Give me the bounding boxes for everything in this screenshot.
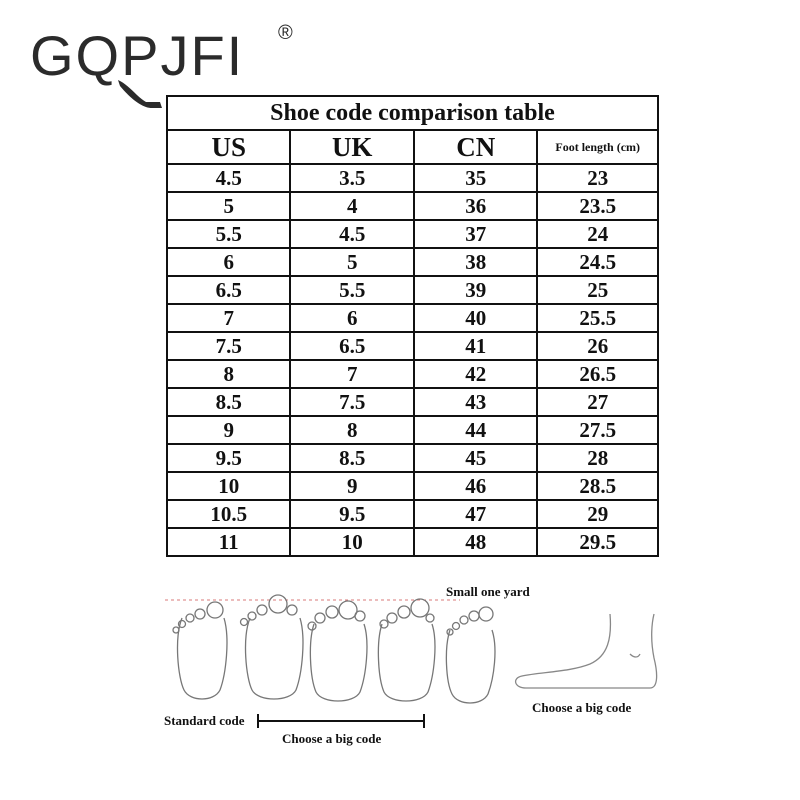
cell-cn: 36 xyxy=(414,192,538,220)
standard-code-label: Standard code xyxy=(164,713,245,728)
cell-cn: 48 xyxy=(414,528,538,556)
cell-us: 4.5 xyxy=(167,164,290,192)
cell-cn: 43 xyxy=(414,388,538,416)
cell-us: 11 xyxy=(167,528,290,556)
cell-uk: 8.5 xyxy=(290,444,414,472)
table-row xyxy=(167,164,658,192)
brand-logo xyxy=(30,22,300,102)
foot-outline xyxy=(308,601,367,701)
side-foot-outline xyxy=(516,614,657,688)
cell-foot-length: 25 xyxy=(537,276,658,304)
table-row xyxy=(167,388,658,416)
cell-uk: 6 xyxy=(290,304,414,332)
table-row xyxy=(167,500,658,528)
cell-foot-length: 23.5 xyxy=(537,192,658,220)
registered-mark: ® xyxy=(278,22,293,44)
foot-illustration xyxy=(160,578,680,758)
cell-us: 10 xyxy=(167,472,290,500)
small-one-yard-label: Small one yard xyxy=(446,584,530,599)
cell-us: 6.5 xyxy=(167,276,290,304)
foot-outline xyxy=(378,599,435,701)
cell-us: 7.5 xyxy=(167,332,290,360)
cell-uk: 4 xyxy=(290,192,414,220)
cell-cn: 42 xyxy=(414,360,538,388)
cell-us: 5 xyxy=(167,192,290,220)
cell-cn: 38 xyxy=(414,248,538,276)
cell-foot-length: 28 xyxy=(537,444,658,472)
header-foot-length: Foot length (cm) xyxy=(537,130,658,164)
cell-uk: 3.5 xyxy=(290,164,414,192)
cell-foot-length: 28.5 xyxy=(537,472,658,500)
cell-foot-length: 26 xyxy=(537,332,658,360)
cell-cn: 37 xyxy=(414,220,538,248)
cell-us: 7 xyxy=(167,304,290,332)
cell-us: 9 xyxy=(167,416,290,444)
cell-cn: 44 xyxy=(414,416,538,444)
cell-foot-length: 24.5 xyxy=(537,248,658,276)
cell-foot-length: 27 xyxy=(537,388,658,416)
high-heel-icon xyxy=(116,72,166,112)
cell-us: 10.5 xyxy=(167,500,290,528)
cell-foot-length: 24 xyxy=(537,220,658,248)
table-row xyxy=(167,528,658,556)
foot-outline xyxy=(241,595,303,699)
cell-us: 8.5 xyxy=(167,388,290,416)
cell-foot-length: 26.5 xyxy=(537,360,658,388)
table-title: Shoe code comparison table xyxy=(166,95,659,129)
table-row xyxy=(167,360,658,388)
cell-cn: 35 xyxy=(414,164,538,192)
cell-foot-length: 27.5 xyxy=(537,416,658,444)
cell-cn: 47 xyxy=(414,500,538,528)
table-row xyxy=(167,276,658,304)
cell-cn: 39 xyxy=(414,276,538,304)
cell-foot-length: 23 xyxy=(537,164,658,192)
foot-outline xyxy=(173,602,227,699)
cell-us: 9.5 xyxy=(167,444,290,472)
header-cn: CN xyxy=(414,130,538,164)
header-us: US xyxy=(167,130,290,164)
cell-uk: 10 xyxy=(290,528,414,556)
table-row xyxy=(167,332,658,360)
cell-uk: 5 xyxy=(290,248,414,276)
table-row xyxy=(167,472,658,500)
table-row xyxy=(167,192,658,220)
table-body xyxy=(167,164,658,556)
choose-big-code-side-label: Choose a big code xyxy=(532,700,632,715)
table-row xyxy=(167,416,658,444)
size-comparison-table xyxy=(166,95,659,557)
foot-outline xyxy=(446,607,495,703)
table-row xyxy=(167,304,658,332)
cell-uk: 7.5 xyxy=(290,388,414,416)
table-row xyxy=(167,220,658,248)
table-row xyxy=(167,444,658,472)
cell-uk: 8 xyxy=(290,416,414,444)
cell-cn: 41 xyxy=(414,332,538,360)
cell-uk: 7 xyxy=(290,360,414,388)
cell-cn: 40 xyxy=(414,304,538,332)
cell-us: 6 xyxy=(167,248,290,276)
cell-uk: 9.5 xyxy=(290,500,414,528)
cell-us: 8 xyxy=(167,360,290,388)
cell-foot-length: 29 xyxy=(537,500,658,528)
cell-uk: 6.5 xyxy=(290,332,414,360)
cell-cn: 46 xyxy=(414,472,538,500)
cell-uk: 4.5 xyxy=(290,220,414,248)
cell-us: 5.5 xyxy=(167,220,290,248)
cell-foot-length: 25.5 xyxy=(537,304,658,332)
brand-name: GQPJFI xyxy=(30,24,245,87)
cell-uk: 5.5 xyxy=(290,276,414,304)
size-range-bracket xyxy=(258,714,424,728)
feet-drawing xyxy=(160,578,680,758)
choose-big-code-label: Choose a big code xyxy=(282,731,382,746)
header-uk: UK xyxy=(290,130,414,164)
cell-foot-length: 29.5 xyxy=(537,528,658,556)
cell-cn: 45 xyxy=(414,444,538,472)
table-header-row xyxy=(167,130,658,164)
table-row xyxy=(167,248,658,276)
cell-uk: 9 xyxy=(290,472,414,500)
